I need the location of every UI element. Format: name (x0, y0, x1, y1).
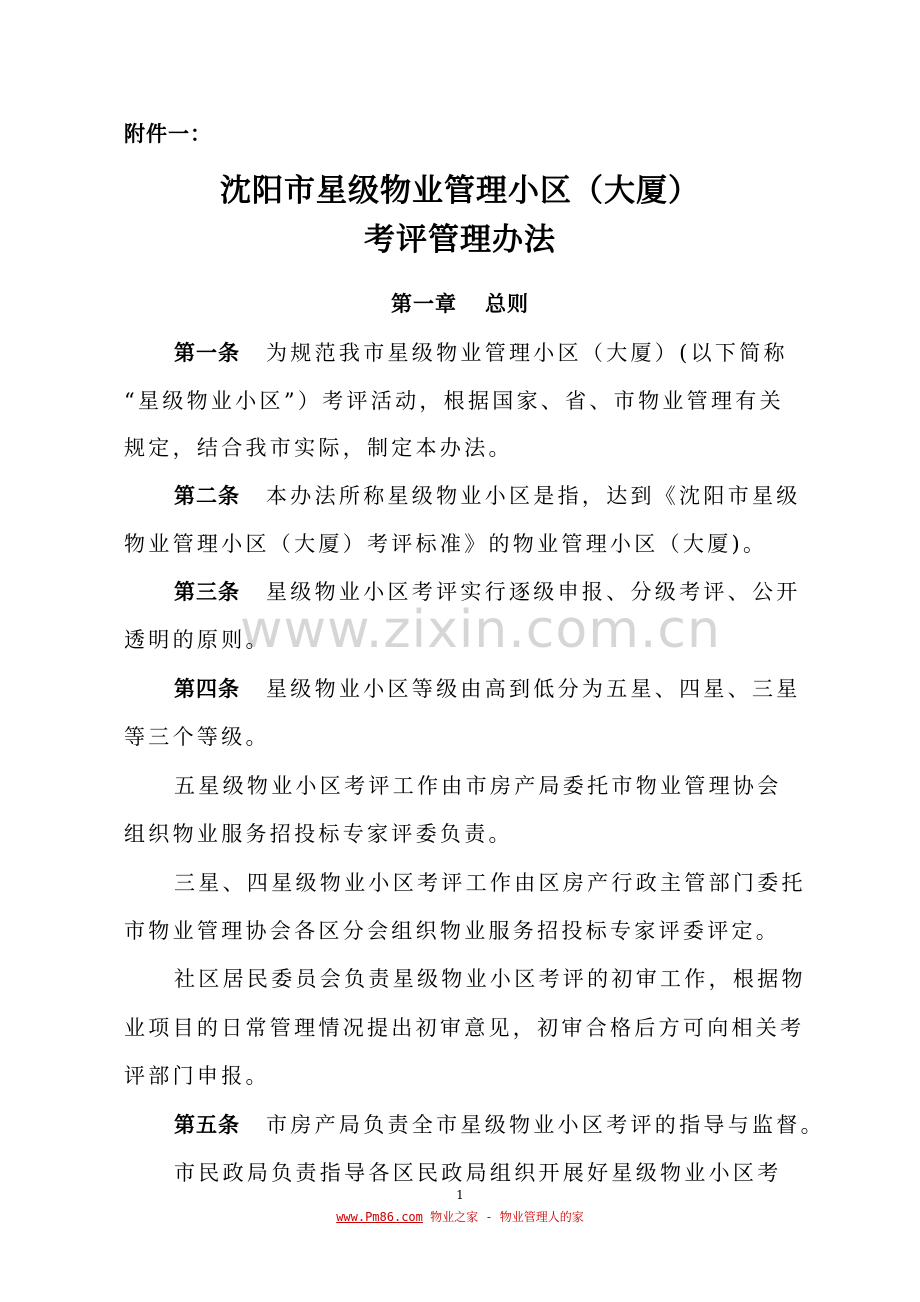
footer-link[interactable]: www.Pm86.com (336, 1210, 423, 1224)
article-5-line (174, 1110, 874, 1140)
chapter-number: 第一章 (391, 292, 457, 316)
article-1-line (174, 338, 874, 368)
text-line: 物业管理小区（大厦）考评标准》的物业管理小区（大厦)。 (124, 532, 768, 556)
page-number: 1 (456, 1188, 464, 1202)
text-line: 五星级物业小区考评工作由市房产局委托市物业管理协会 (174, 774, 782, 798)
article-label: 第五条 (174, 1113, 240, 1137)
text-line: “星级物业小区”）考评活动，根据国家、省、市物业管理有关 (124, 389, 784, 413)
footer (0, 1208, 920, 1225)
article-label: 第二条 (174, 484, 240, 508)
article-label: 第三条 (174, 580, 240, 604)
text-line: 社区居民委员会负责星级物业小区考评的初审工作，根据物 (174, 967, 806, 991)
text-line: 等三个等级。 (124, 725, 270, 749)
text-line: 三星、四星级物业小区考评工作由区房产行政主管部门委托 (174, 871, 806, 895)
text-line: 评部门申报。 (124, 1064, 270, 1088)
article-text: 市房产局负责全市星级物业小区考评的指导与监督。 (266, 1113, 825, 1137)
article-4-line (174, 674, 874, 704)
article-label: 第四条 (174, 677, 240, 701)
text-line: 规定，结合我市实际，制定本办法。 (124, 436, 513, 460)
text-line: 市民政局负责指导各区民政局组织开展好星级物业小区考 (174, 1161, 782, 1185)
article-text: 本办法所称星级物业小区是指，达到《沈阳市星级 (266, 484, 801, 508)
article-text: 星级物业小区等级由高到低分为五星、四星、三星 (266, 677, 801, 701)
watermark: www.zixin.com.cn (240, 600, 721, 660)
chapter-name: 总则 (485, 292, 529, 316)
chapter-heading (0, 288, 920, 318)
article-3-line (174, 577, 874, 607)
article-text: 为规范我市星级物业管理小区（大厦）(以下简称 (266, 341, 788, 365)
text-line: 市物业管理协会各区分会组织物业服务招投标专家评委评定。 (124, 919, 781, 943)
document-title-line-1: 沈阳市星级物业管理小区（大厦） (220, 173, 700, 209)
document-title-line-2: 考评管理办法 (364, 222, 556, 258)
text-line: 透明的原则。 (124, 628, 270, 652)
article-label: 第一条 (174, 341, 240, 365)
article-text: 星级物业小区考评实行逐级申报、分级考评、公开 (266, 580, 801, 604)
text-line: 组织物业服务招投标专家评委负责。 (124, 822, 513, 846)
attachment-label: 附件一： (124, 122, 212, 146)
text-line: 业项目的日常管理情况提出初审意见，初审合格后方可向相关考 (124, 1016, 805, 1040)
footer-text: 物业之家 - 物业管理人的家 (422, 1210, 584, 1224)
article-2-line (174, 481, 874, 511)
